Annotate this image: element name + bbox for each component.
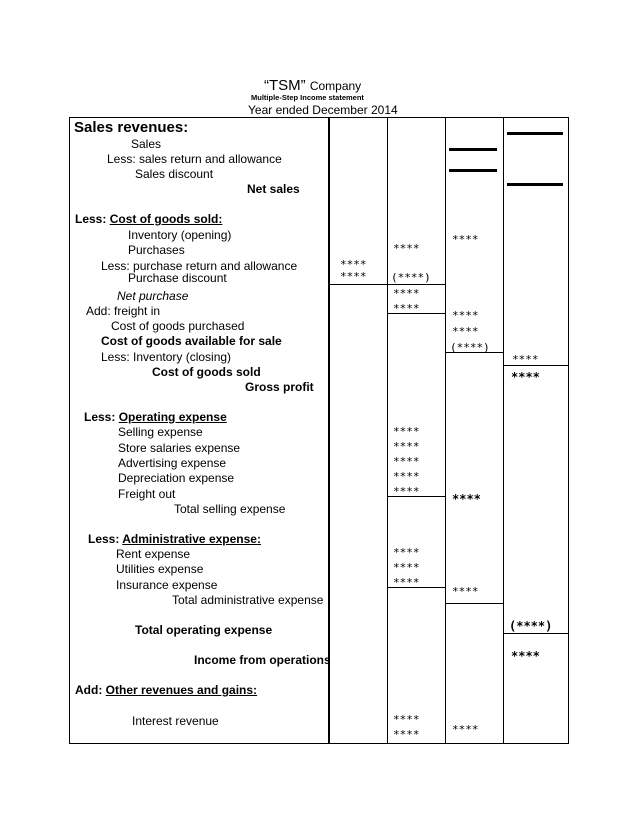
net-purchase-label: Net purchase — [117, 289, 189, 303]
total-selling-value: **** — [452, 492, 481, 506]
other-prefix: Add: — [75, 683, 103, 697]
store-salaries-value: **** — [393, 440, 420, 453]
interest-revenue-value-a: **** — [393, 713, 420, 726]
purchase-return-label: Less: purchase return and allowance — [101, 259, 298, 273]
admin-prefix: Less: — [88, 532, 120, 546]
total-admin-underline — [445, 603, 503, 604]
income-operations-label: Income from operations — [194, 653, 331, 667]
inventory-closing-value: (****) — [450, 341, 490, 354]
admin-heading-text: Administrative expense: — [122, 532, 261, 546]
freight-out-label: Freight out — [118, 487, 176, 501]
selling-expense-label: Selling expense — [118, 425, 203, 439]
sales-label: Sales — [131, 137, 162, 151]
total-operating-underline — [503, 633, 568, 634]
gross-profit-label: Gross profit — [245, 380, 314, 394]
cogs-heading-text: Cost of goods sold: — [109, 212, 223, 226]
col-divider-2 — [387, 117, 388, 744]
interest-revenue-total: **** — [452, 723, 479, 736]
net-sales-mark-col4 — [507, 183, 563, 186]
total-operating-label: Total operating expense — [135, 623, 273, 637]
interest-revenue-label: Interest revenue — [132, 714, 219, 728]
store-salaries-label: Store salaries expense — [118, 441, 241, 455]
purchase-discount-label: Purchase discount — [128, 271, 227, 285]
cost-goods-available-label: Cost of goods available for sale — [101, 334, 282, 348]
table-top-border — [69, 117, 569, 118]
sales-discount-mark-col3 — [449, 169, 497, 172]
freight-in-value: **** — [393, 302, 420, 315]
gross-profit-value: **** — [511, 370, 540, 384]
purchases-label: Purchases — [128, 243, 185, 257]
total-selling-label: Total selling expense — [174, 502, 286, 516]
total-operating-value: (****) — [509, 619, 553, 633]
cost-goods-purchased-label: Cost of goods purchased — [111, 319, 245, 333]
other-revenues-heading — [75, 683, 257, 697]
freight-out-value: **** — [393, 485, 420, 498]
rent-expense-label: Rent expense — [116, 547, 191, 561]
col-divider-3 — [445, 117, 446, 744]
sales-return-label: Less: sales return and allowance — [107, 152, 282, 166]
freight-in-total: **** — [452, 309, 479, 322]
purchase-discount-value: **** — [340, 270, 367, 283]
opex-heading-text: Operating expense — [118, 410, 227, 424]
sales-discount-label: Sales discount — [135, 167, 214, 181]
other-heading-text: Other revenues and gains: — [105, 683, 258, 697]
net-purchase-value: **** — [393, 287, 420, 300]
net-sales-label: Net sales — [247, 182, 300, 196]
table-left-border — [69, 117, 70, 744]
admin-expense-heading — [88, 532, 261, 546]
freight-in-label: Add: freight in — [86, 304, 161, 318]
insurance-expense-value: **** — [393, 576, 420, 589]
purchase-return-value: **** — [340, 258, 367, 271]
inventory-opening-label: Inventory (opening) — [128, 228, 232, 242]
interest-revenue-value-b: **** — [393, 728, 420, 741]
total-admin-label: Total administrative expense — [172, 593, 324, 607]
sales-revenues-heading: Sales revenues: — [74, 119, 189, 136]
statement-period: Year ended December 2014 — [248, 103, 398, 117]
cogs-col4-value: **** — [512, 353, 539, 366]
depreciation-label: Depreciation expense — [118, 471, 235, 485]
opex-prefix: Less: — [84, 410, 116, 424]
purchase-discount-total: (****) — [391, 271, 431, 284]
income-operations-value: **** — [511, 649, 540, 663]
selling-expense-value: **** — [393, 425, 420, 438]
company-word: Company — [309, 79, 362, 93]
cost-goods-sold-label: Cost of goods sold — [152, 365, 261, 379]
sales-mark-col4 — [507, 132, 563, 135]
advertising-label: Advertising expense — [118, 456, 227, 470]
insurance-expense-label: Insurance expense — [116, 578, 218, 592]
inventory-opening-value: **** — [452, 233, 479, 246]
statement-subtitle: Multiple-Step Income statement — [251, 93, 364, 102]
rent-expense-value: **** — [393, 546, 420, 559]
inventory-closing-label: Less: Inventory (closing) — [101, 350, 232, 364]
table-right-border — [568, 117, 569, 744]
total-admin-value: **** — [452, 585, 479, 598]
col-divider-1 — [328, 117, 330, 744]
advertising-value: **** — [393, 455, 420, 468]
operating-expense-heading — [84, 410, 227, 424]
cogs-prefix: Less: — [75, 212, 107, 226]
cogs-heading — [75, 212, 222, 226]
sales-return-mark-col3 — [449, 148, 497, 151]
table-bottom-border — [69, 743, 569, 744]
purchases-value: **** — [393, 242, 420, 255]
utilities-expense-label: Utilities expense — [116, 562, 204, 576]
company-name: “TSM” — [264, 77, 306, 94]
cost-goods-purchased-value: **** — [452, 325, 479, 338]
col-divider-4 — [503, 117, 504, 744]
purchase-discount-underline — [328, 284, 445, 285]
depreciation-value: **** — [393, 470, 420, 483]
utilities-expense-value: **** — [393, 561, 420, 574]
